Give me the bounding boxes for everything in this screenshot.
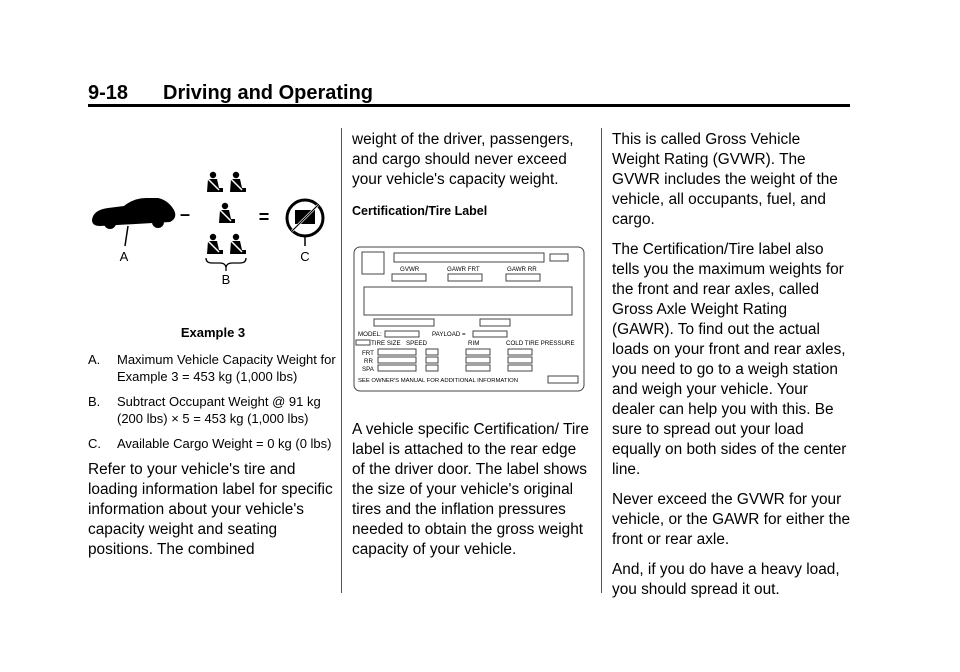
tire-label-frt: FRT: [362, 350, 374, 357]
column-divider: [341, 128, 342, 593]
legend-item: [88, 393, 338, 427]
tire-label-model: MODEL:: [358, 331, 382, 338]
tire-label-gawr-frt: GAWR FRT: [447, 266, 480, 273]
body-paragraph: Refer to your vehicle's tire and loading information label for specific information about your vehicle's capacity weight and seating positions. The combined: [88, 461, 333, 558]
legend-letter: A.: [88, 352, 101, 367]
column-divider: [601, 128, 602, 593]
column-middle: [352, 130, 592, 218]
subheading-certification-label: Certification/Tire Label: [352, 204, 488, 218]
legend-text: Subtract Occupant Weight @ 91 kg (200 lbs) × 5 = 453 kg (1,000 lbs): [117, 394, 321, 426]
certification-tire-label-illustration: [352, 245, 588, 395]
minus-sign: –: [179, 204, 191, 224]
tire-label-spa: SPA: [362, 366, 374, 373]
figure-caption: Example 3: [180, 325, 246, 340]
body-paragraph: A vehicle specific Certification/ Tire label is attached to the rear edge of the driver door. The label shows the size of your vehicle's original tires and the inflation pressures needed to obtain the gross weight capacity of your vehicle.: [352, 421, 589, 558]
tire-label-rim: RIM: [468, 340, 480, 347]
body-paragraph: The Certification/Tire label also tells you the maximum weights for the front and rear axles, called Gross Axle Weight Rating (GAWR). To find out the actual loads on your front and rear axles, you need to go to a weigh station and weigh your vehicle. Your dealer can help you with this. Be sure to spread out your load equally on both sides of the center line.: [612, 241, 847, 478]
figure-legend: [88, 351, 338, 452]
legend-text: Maximum Vehicle Capacity Weight for Example 3 = 453 kg (1,000 lbs): [117, 352, 336, 384]
label-b: B: [221, 272, 231, 287]
legend-item: [88, 435, 338, 452]
tire-label-footer: SEE OWNER'S MANUAL FOR ADDITIONAL INFORMATION: [358, 378, 518, 384]
body-paragraph: And, if you do have a heavy load, you should spread it out.: [612, 561, 840, 598]
tire-label-cold-tire-pressure: COLD TIRE PRESSURE: [506, 340, 575, 347]
column-right: [612, 130, 852, 610]
tire-label-payload: PAYLOAD =: [432, 331, 466, 338]
label-a: A: [119, 249, 129, 264]
header-rule: [88, 104, 850, 107]
tire-label-tire-size: TIRE SIZE: [371, 340, 401, 347]
tire-label-rr: RR: [364, 358, 373, 365]
page-header: [88, 82, 850, 106]
tire-label-gvwr: GVWR: [400, 266, 420, 273]
legend-text: Available Cargo Weight = 0 kg (0 lbs): [117, 436, 332, 451]
column-middle-lower: [352, 420, 592, 570]
legend-letter: C.: [88, 436, 101, 451]
body-paragraph: This is called Gross Vehicle Weight Rating (GVWR). The GVWR includes the weight of the vehicle, all occupants, fuel, and cargo.: [612, 131, 838, 228]
section-title: Driving and Operating: [163, 82, 374, 104]
legend-letter: B.: [88, 394, 101, 409]
equals-sign: =: [258, 207, 270, 227]
page-number: 9-18: [88, 82, 129, 104]
legend-item: [88, 351, 338, 385]
column-left: [88, 150, 338, 570]
tire-label-speed: SPEED: [406, 340, 427, 347]
body-paragraph: Never exceed the GVWR for your vehicle, or the GAWR for either the front or rear axle.: [612, 491, 851, 548]
label-c: C: [300, 249, 310, 264]
tire-label-gawr-rr: GAWR RR: [507, 266, 537, 273]
body-paragraph: weight of the driver, passengers, and cargo should never exceed your vehicle's capacity weight.: [352, 131, 574, 188]
